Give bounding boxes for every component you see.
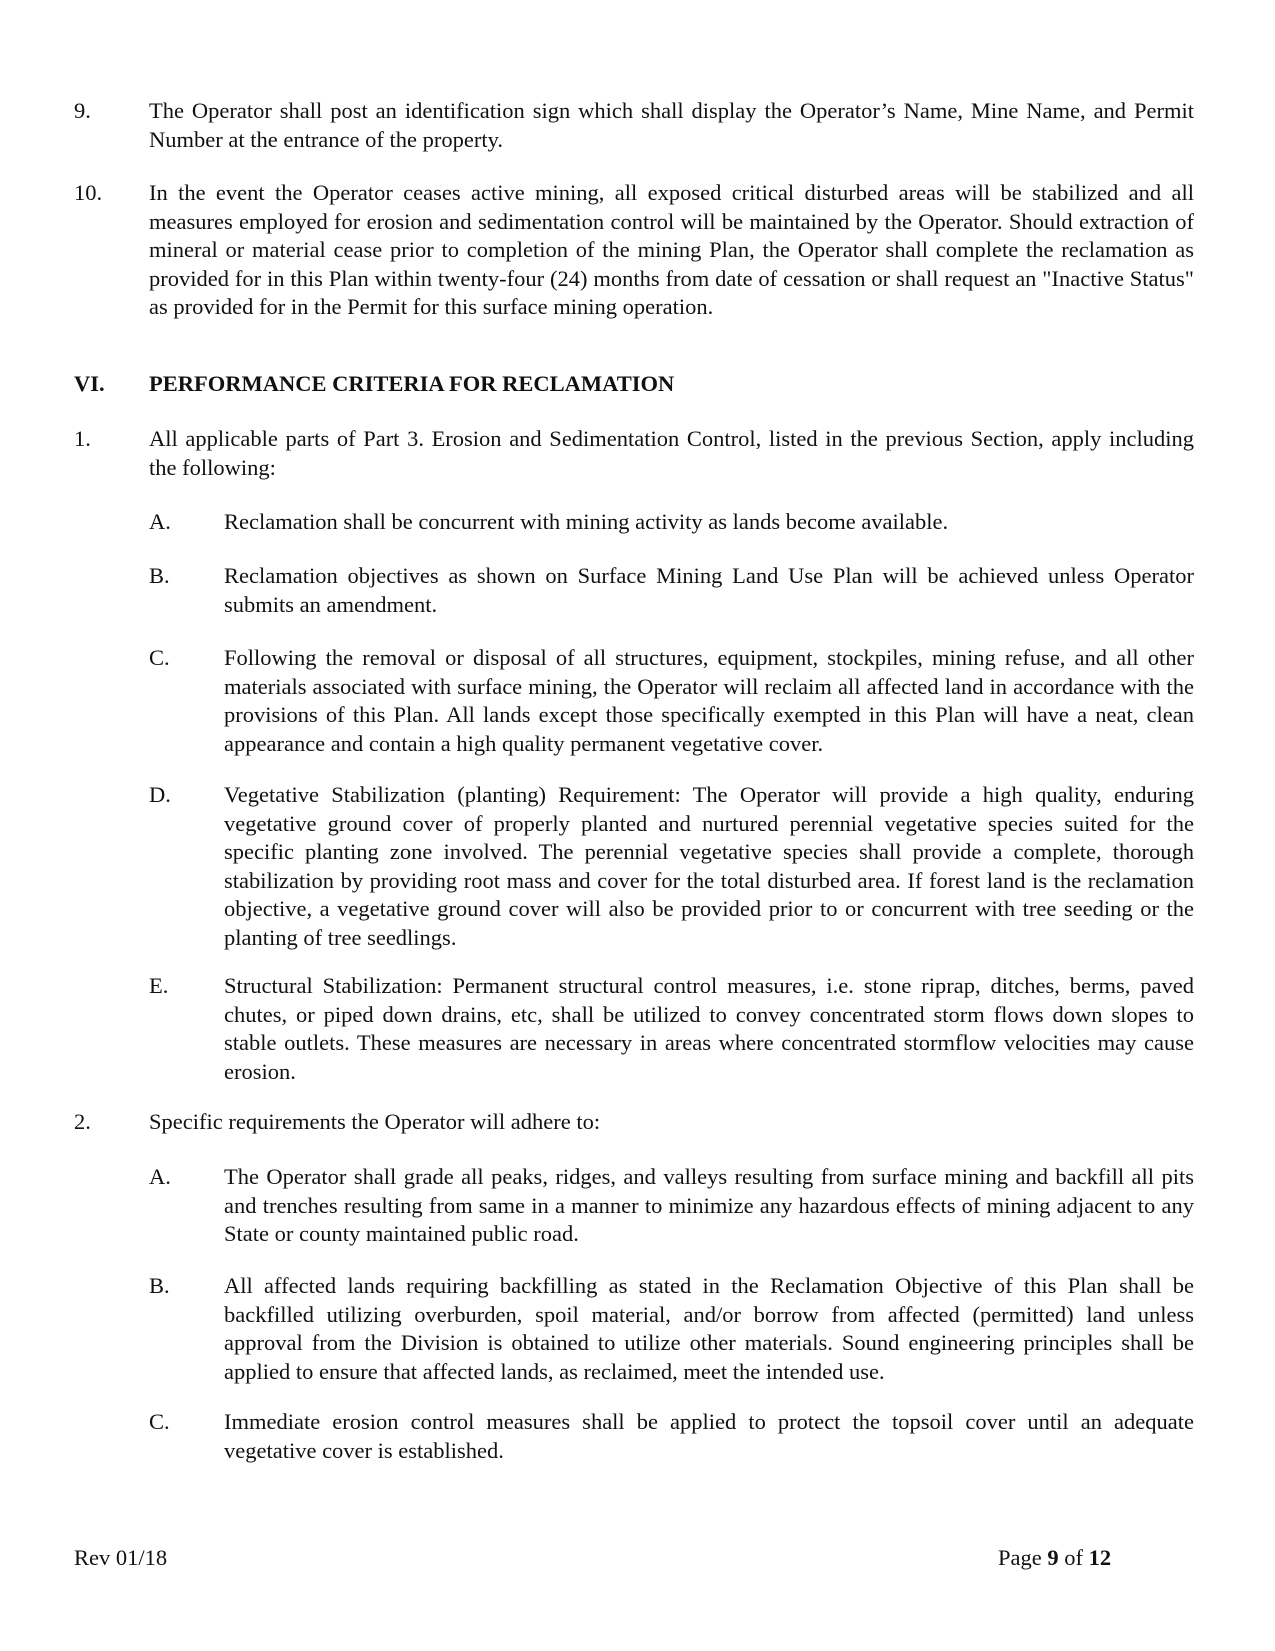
- sub-item-1e: [149, 972, 1194, 1086]
- sub-item-letter: E.: [149, 973, 169, 998]
- sub-item-text: Reclamation objectives as shown on Surface Mining Land Use Plan will be achieved unless Operator submits an amendment.: [224, 563, 1194, 617]
- sub-item-1d: [149, 781, 1194, 953]
- sub-item-text: Immediate erosion control measures shall be applied to protect the topsoil cover until an adequate vegetative cover is established.: [224, 1409, 1194, 1463]
- sub-item-letter: C.: [149, 1409, 170, 1434]
- sub-item-text: Following the removal or disposal of all structures, equipment, stockpiles, mining refuse, and all other materials associated with surface mining, the Operator will reclaim all affected land in accordance with the provisions of this Plan. All lands except those specifically exempted in this Plan will have a neat, clean appearance and contain a high quality permanent vegetative cover.: [224, 645, 1194, 756]
- of-word: of: [1064, 1545, 1083, 1570]
- list-item-9: [74, 97, 1194, 154]
- item-number: 9.: [74, 98, 91, 123]
- item-number: 10.: [74, 180, 103, 205]
- sub-item-text: The Operator shall grade all peaks, ridges, and valleys resulting from surface mining and backfill all pits and trenches resulting from same in a manner to minimize any hazardous effects of mining adjacent to any State or county maintained public road.: [224, 1164, 1194, 1247]
- sub-item-1a: [149, 508, 1194, 537]
- sub-item-text: Reclamation shall be concurrent with mining activity as lands become available.: [224, 509, 949, 534]
- sub-item-text: All affected lands requiring backfilling as stated in the Reclamation Objective of this Plan shall be backfilled utilizing overburden, spoil material, and/or borrow from affected (permitted) land unless approval from the Division is obtained to utilize other materials. Sound engineering principles shall be applied to ensure that affected lands, as reclaimed, meet the intended use.: [224, 1273, 1194, 1384]
- criteria-item-2: [74, 1108, 1194, 1137]
- section-heading: [74, 370, 674, 399]
- sub-item-letter: B.: [149, 1273, 170, 1298]
- page-word: Page: [998, 1545, 1042, 1570]
- page-number: [998, 1544, 1111, 1573]
- criteria-item-1: [74, 425, 1194, 482]
- page-current: 9: [1047, 1545, 1059, 1570]
- sub-item-letter: A.: [149, 1164, 171, 1189]
- sub-item-letter: D.: [149, 782, 171, 807]
- sub-item-2a: [149, 1163, 1194, 1249]
- sub-item-1c: [149, 644, 1194, 758]
- list-item-10: [74, 179, 1194, 322]
- sub-item-1b: [149, 562, 1194, 619]
- section-title: PERFORMANCE CRITERIA FOR RECLAMATION: [149, 371, 675, 396]
- sub-item-letter: A.: [149, 509, 171, 534]
- sub-item-text: Vegetative Stabilization (planting) Requirement: The Operator will provide a high quality, enduring vegetative ground cover of properly planted and nurtured perennial vegetative species suited for the specific planting zone involved. The perennial vegetative species shall provide a complete, thorough stabilization by providing root mass and cover for the total disturbed area. If forest land is the reclamation objective, a vegetative ground cover will also be provided prior to or concurrent with tree seeding or the planting of tree seedlings.: [224, 782, 1194, 950]
- item-text: All applicable parts of Part 3. Erosion and Sedimentation Control, listed in the previous Section, apply including the following:: [149, 426, 1194, 480]
- item-number: 1.: [74, 426, 91, 451]
- sub-item-letter: B.: [149, 563, 170, 588]
- item-text: In the event the Operator ceases active mining, all exposed critical disturbed areas will be stabilized and all measures employed for erosion and sedimentation control will be maintained by the Operator. Should extraction of mineral or material cease prior to completion of the mining Plan, the Operator shall complete the reclamation as provided for in this Plan within twenty-four (24) months from date of cessation or shall request an "Inactive Status" as provided for in the Permit for this surface mining operation.: [149, 180, 1194, 320]
- sub-item-2b: [149, 1272, 1194, 1386]
- sub-item-text: Structural Stabilization: Permanent structural control measures, i.e. stone riprap, ditches, berms, paved chutes, or piped down drains, etc, shall be utilized to convey concentrated storm flows down slopes to stable outlets. These measures are necessary in areas where concentrated stormflow velocities may cause erosion.: [224, 973, 1194, 1084]
- page-total: 12: [1088, 1545, 1112, 1570]
- item-text: The Operator shall post an identification sign which shall display the Operator’s Name, Mine Name, and Permit Number at the entrance of the property.: [149, 98, 1194, 152]
- sub-item-2c: [149, 1408, 1194, 1465]
- item-number: 2.: [74, 1109, 91, 1134]
- sub-item-letter: C.: [149, 645, 170, 670]
- revision-label: Rev 01/18: [74, 1545, 168, 1570]
- item-text: Specific requirements the Operator will adhere to:: [149, 1109, 601, 1134]
- section-number: VI.: [74, 371, 105, 396]
